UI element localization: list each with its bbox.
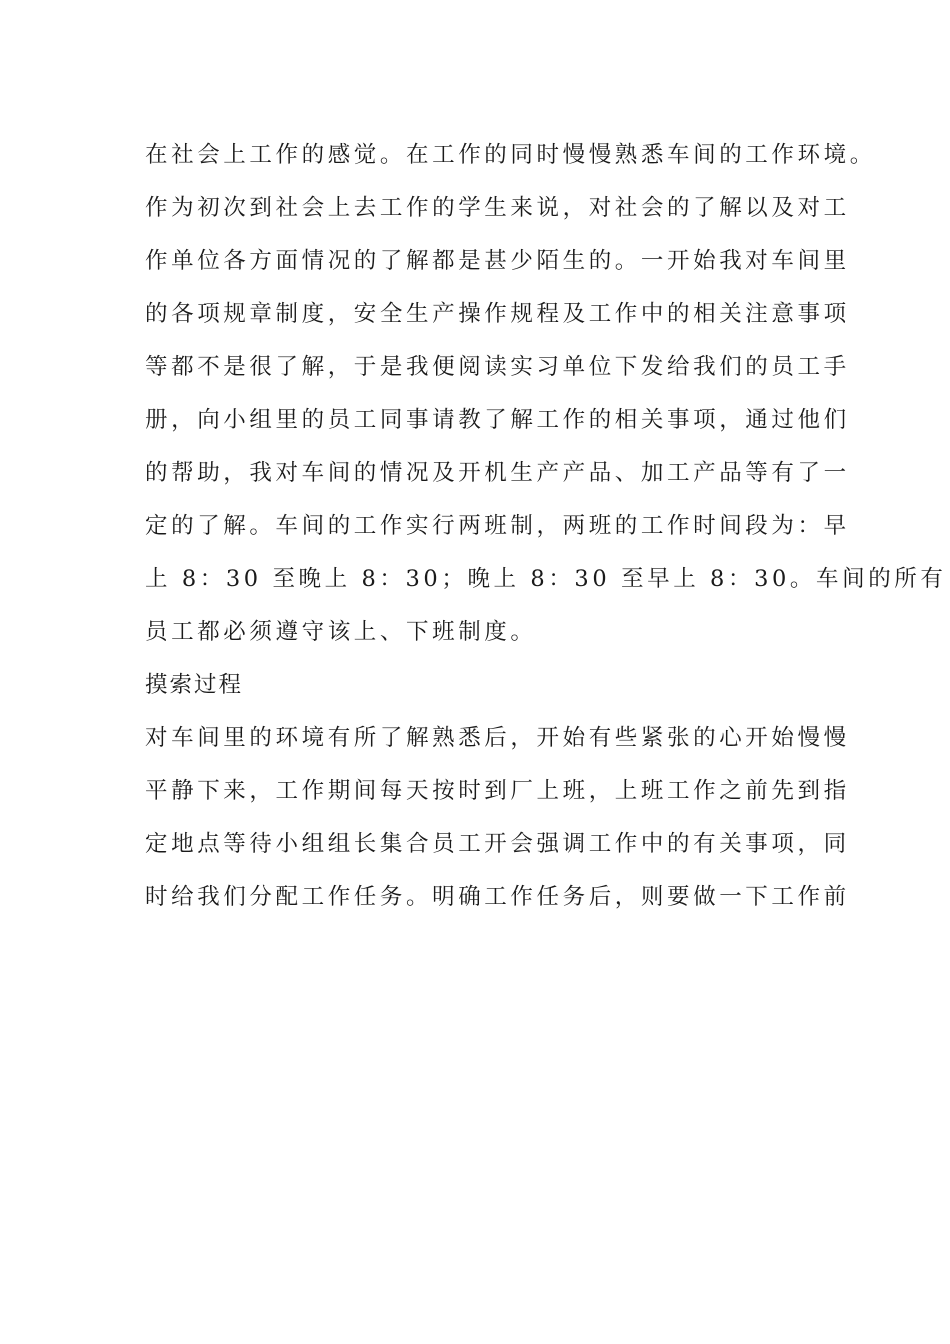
body-text — [145, 129, 947, 924]
paragraph-line: 平静下来，工作期间每天按时到厂上班，上班工作之前先到指 — [145, 778, 850, 804]
paragraph-line: 时给我们分配工作任务。明确工作任务后，则要做一下工作前 — [145, 884, 850, 910]
paragraph-line: 作为初次到社会上去工作的学生来说，对社会的了解以及对工 — [145, 195, 850, 221]
paragraph-line: 的帮助，我对车间的情况及开机生产产品、加工产品等有了一 — [145, 460, 850, 486]
paragraph-line: 定的了解。车间的工作实行两班制，两班的工作时间段为：早 — [145, 513, 850, 539]
paragraph-line: 在社会上工作的感觉。在工作的同时慢慢熟悉车间的工作环境。 — [145, 142, 876, 168]
paragraph-line: 员工都必须遵守该上、下班制度。 — [145, 619, 537, 645]
paragraph-line: 上 8：30 至晚上 8：30；晚上 8：30 至早上 8：30。车间的所有 — [145, 566, 947, 592]
paragraph-line: 等都不是很了解，于是我便阅读实习单位下发给我们的员工手 — [145, 354, 850, 380]
paragraph-line: 定地点等待小组组长集合员工开会强调工作中的有关事项，同 — [145, 831, 850, 857]
paragraph-line: 的各项规章制度，安全生产操作规程及工作中的相关注意事项 — [145, 301, 850, 327]
paragraph-line: 作单位各方面情况的了解都是甚少陌生的。一开始我对车间里 — [145, 248, 850, 274]
paragraph-line: 册，向小组里的员工同事请教了解工作的相关事项，通过他们 — [145, 407, 850, 433]
paragraph-line: 对车间里的环境有所了解熟悉后，开始有些紧张的心开始慢慢 — [145, 725, 850, 751]
section-heading: 摸索过程 — [145, 672, 244, 698]
